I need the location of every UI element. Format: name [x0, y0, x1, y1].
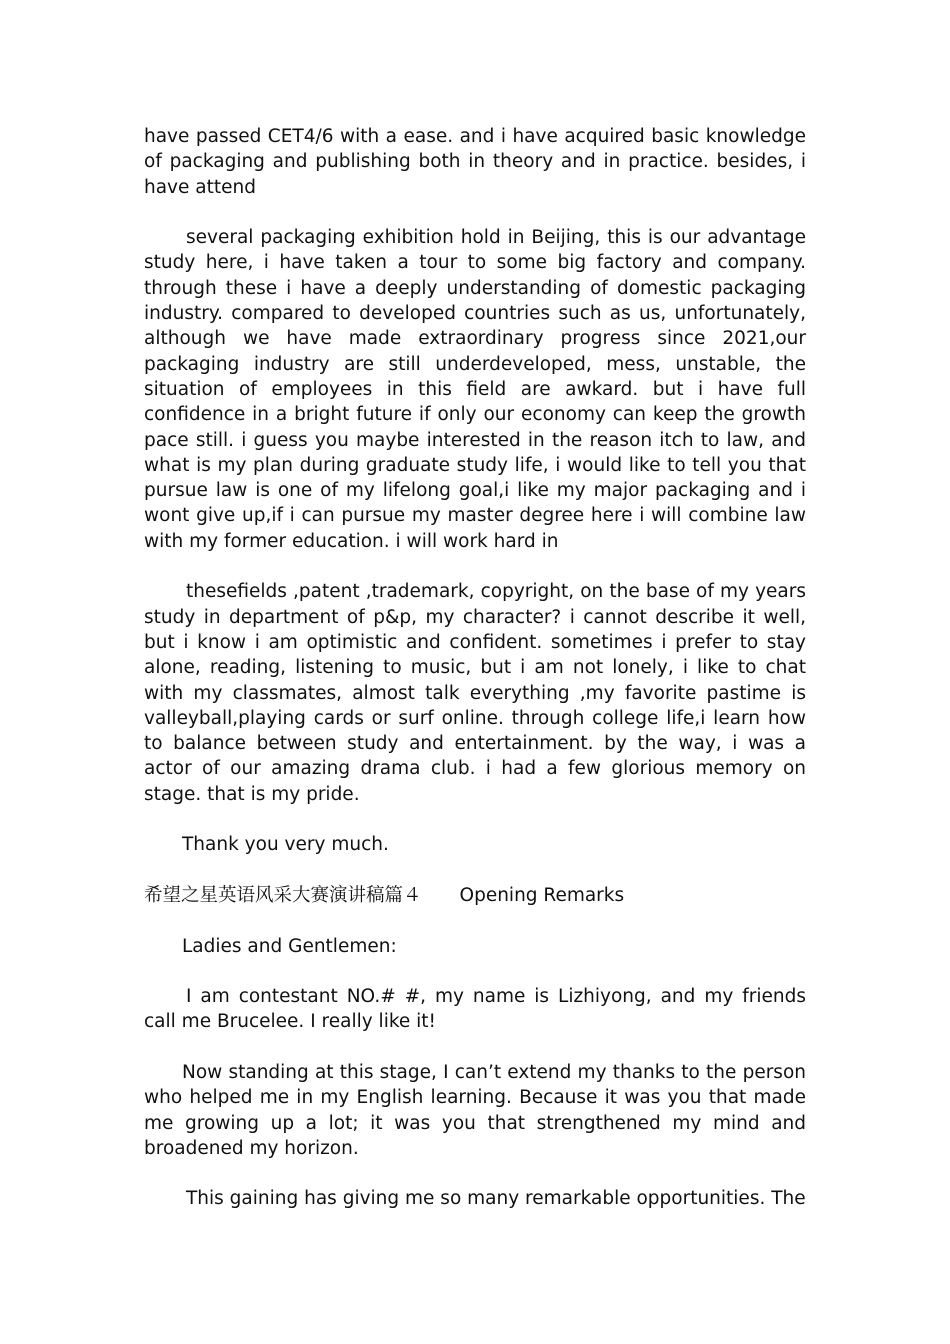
paragraph-fields: thesefields ,patent ,trademark, copyright, on the base of my years study in department of p&p, my character? i cannot describe it well, but i know i am optimistic and confident. sometimes i prefer to stay alone, reading, listening to music, but i am not lonely, i like to chat with my classmates, almost talk everything ,my favorite pastime is valleyball,playing cards or surf online. through college life,i learn how to balance between study and entertainment. by the way, i was a actor of our amazing drama club. i had a few glorious memory on stage. that is my pride.: [144, 581, 806, 805]
paragraph-cet: have passed CET4/6 with a ease. and i have acquired basic knowledge of packaging and publishing both in theory and in practice. besides, i have attend: [144, 126, 806, 198]
paragraph-contestant: I am contestant NO.# #, my name is Lizhiyong, and my friends call me Brucelee. I really like it!: [144, 986, 806, 1033]
paragraph-thanks: Thank you very much.: [182, 834, 389, 856]
document-page: [144, 124, 806, 1237]
paragraph-exhibition: several packaging exhibition hold in Beijing, this is our advantage study here, i have taken a tour to some big factory and company. through these i have a deeply understanding of domestic packaging industry. compared to developed countries such as us, unfortunately, although we have made extraordinary progress since 2021,our packaging industry are still underdeveloped, mess, unstable, the situation of employees in this field are awkard. but i have full confidence in a bright future if only our economy can keep the growth pace still. i guess you maybe interested in the reason itch to law, and what is my plan during graduate study life, i would like to tell you that pursue law is one of my lifelong goal,i like my major packaging and i wont give up,if i can pursue my master degree here i will combine law with my former education. i will work hard in: [144, 227, 806, 552]
paragraph-greeting: Ladies and Gentlemen:: [182, 935, 397, 957]
paragraph-stage: Now standing at this stage, I can’t extend my thanks to the person who helped me in my English learning. Because it was you that made me growing up a lot; it was you that strengthened my mind and broadened my horizon.: [144, 1061, 806, 1159]
section-heading-cn: 希望之星英语风采大赛演讲稿篇４: [144, 884, 422, 906]
section-heading-en: Opening Remarks: [459, 884, 625, 906]
paragraph-opportunities: This gaining has giving me so many remarkable opportunities. The: [186, 1188, 806, 1210]
section-heading: [144, 883, 806, 908]
